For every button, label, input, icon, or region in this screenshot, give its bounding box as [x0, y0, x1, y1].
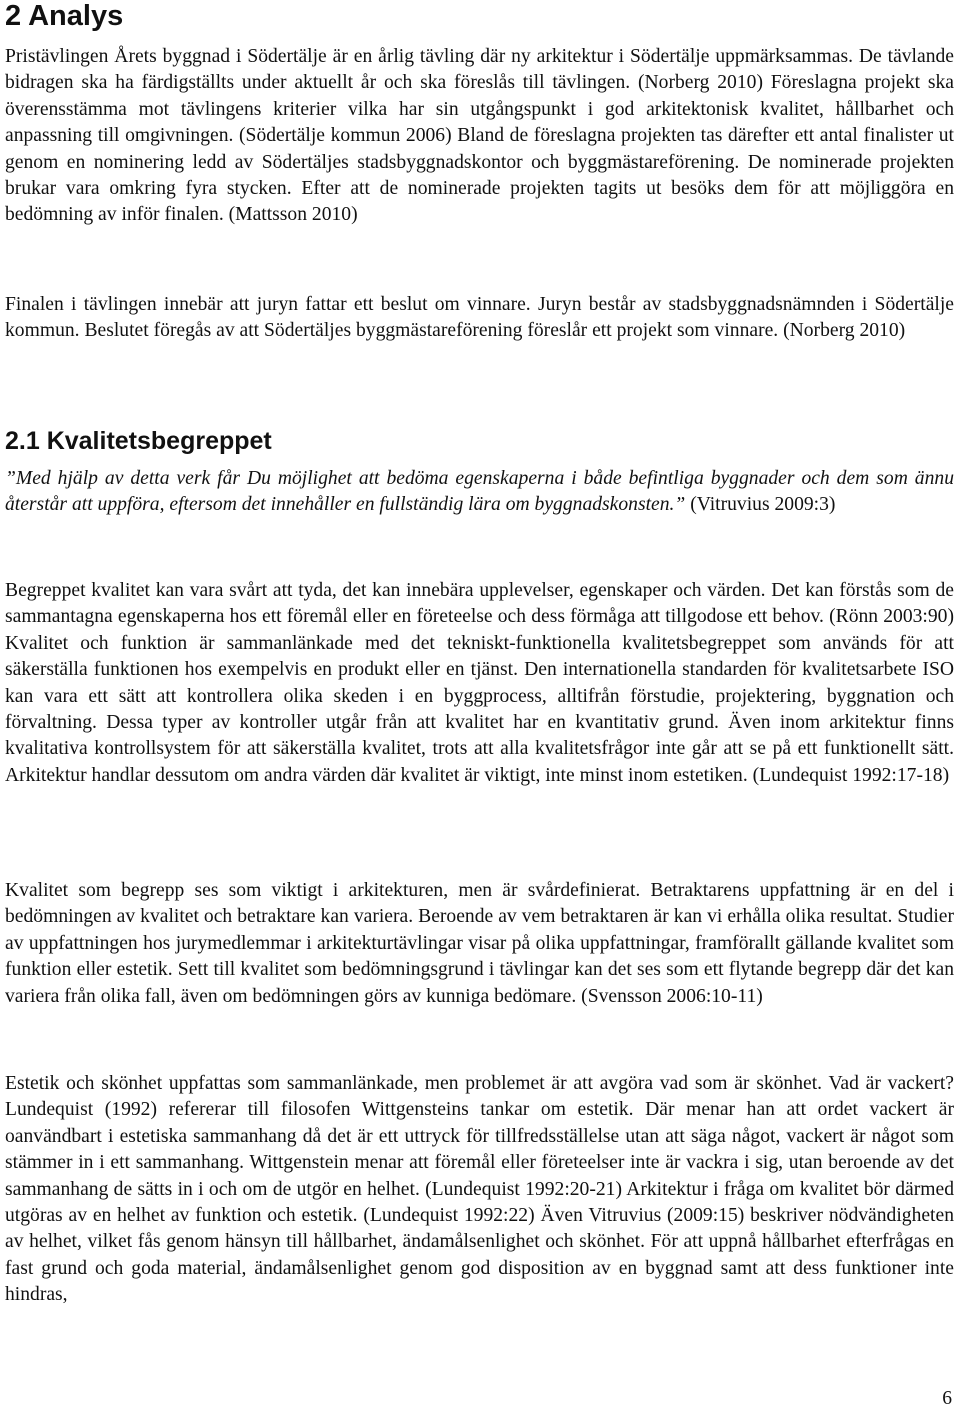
page-number: 6 — [942, 1388, 952, 1409]
paragraph-quality: Begreppet kvalitet kan vara svårt att tyda, det kan innebära upplevelser, egenskaper och värden. Det kan förstås som de sammantagna egenskaperna hos ett föremål eller en företeelse och dess förmåga att tillgodose ett behov. (Rönn 2003:90) Kvalitet och funktion är sammanlänkade med det tekniskt-funktionella kvalitetsbegreppet som används för att säkerställa funktionen hos exempelvis en produkt eller en tjänst. Den internationella standarden för kvalitetsarbete ISO kan vara ett sätt att kontrollera olika skeden i en byggprocess, alltifrån förstudie, projektering, byggnation och förvaltning. Dessa typer av kontroller utgår från att kvalitet har en kvantitativ grund. Även inom arkitektur finns kvalitativa kontrollsystem för att säkerställa kvalitet, trots att alla kvalitetsfrågor inte går att se på ett funktionellt sätt. Arkitektur handlar dessutom om andra värden där kvalitet är viktigt, inte minst inom estetiken. (Lundequist 1992:17-18) — [5, 580, 954, 786]
block-quote — [5, 466, 954, 519]
subsection-heading: 2.1 Kvalitetsbegreppet — [5, 427, 272, 455]
paragraph-aesthetics: Estetik och skönhet uppfattas som sammanlänkade, men problemet är att avgöra vad som är skönhet. Vad är vackert? Lundequist (1992) refererar till filosofen Wittgensteins tankar om estetik. Där menar han att ordet vackert är oanvändbart i estetiska sammanhang då det är ett uttryck för tillfredsställelse utan att säga något, vackert är något som stämmer in i ett sammanhang. Wittgenstein menar att föremål eller företeelser inte är vackra i sig, utan beroende av det sammanhang de sätts in i och om de utgör en helhet. (Lundequist 1992:20-21) Arkitektur i fråga om kvalitet bör därmed utgöras av en helhet av funktion och estetik. (Lundequist 1992:22) Även Vitruvius (2009:15) beskriver nödvändigheten av helhet, vilket fås genom hänsyn till hållbarhet, ändamålsenlighet och skönhet. För att uppnå hållbarhet efterfrågas en fast grund och goda material, ändamålsenlighet genom god disposition av en byggnad samt att dess funktioner inte hindras, — [5, 1073, 954, 1306]
section-heading: 2 Analys — [5, 0, 124, 32]
quote-text: ”Med hjälp av detta verk får Du möjlighet att bedöma egenskaperna i både befintliga byggnader och dem som ännu återstår att uppföra, eftersom det innehåller en fullständig lära om byggnadskonsten.” — [5, 468, 954, 516]
quote-citation: (Vitruvius 2009:3) — [685, 494, 836, 516]
paragraph-final: Finalen i tävlingen innebär att juryn fattar ett beslut om vinnare. Juryn består av stadsbyggnadsnämnden i Södertälje kommun. Beslutet föregås av att Södertäljes byggmästareförening föreslår ett projekt som vinnare. (Norberg 2010) — [5, 294, 954, 342]
paragraph-intro: Pristävlingen Årets byggnad i Södertälje är en årlig tävling där ny arkitektur i Södertälje uppmärksammas. De tävlande bidragen ska ha färdigställts under aktuellt år och ska föreslås till tävlingen. (Norberg 2010) Föreslagna projekt ska överensstämma mot tävlingens kriterier vilka har sin utgångspunkt i god arkitektonisk kvalitet, hållbarhet och anpassning till omgivningen. (Södertälje kommun 2006) Bland de föreslagna projekten tas därefter ett antal finalister ut genom en nominering ledd av Södertäljes stadsbyggnadskontor och byggmästareförening. De nominerade projekten brukar vara omkring fyra stycken. Efter att de nominerade projekten tagits ut besöks dem för att möjliggöra en bedömning av inför finalen. (Mattsson 2010) — [5, 46, 954, 226]
paragraph-definition: Kvalitet som begrepp ses som viktigt i arkitekturen, men är svårdefinierat. Betraktarens uppfattning är en del i bedömningen av kvalitet och betraktare kan variera. Beroende av vem betraktaren är kan vi erhålla olika resultat. Studier av uppfattningen hos jurymedlemmar i arkitekturtävlingar visar på olika uppfattningar, framförallt gällande kvalitet som funktion eller estetik. Sett till kvalitet som bedömningsgrund i tävlingar kan det ses som ett flytande begrepp där det kan variera från olika fall, även om bedömningen görs av kunniga bedömare. (Svensson 2006:10-11) — [5, 880, 954, 1007]
